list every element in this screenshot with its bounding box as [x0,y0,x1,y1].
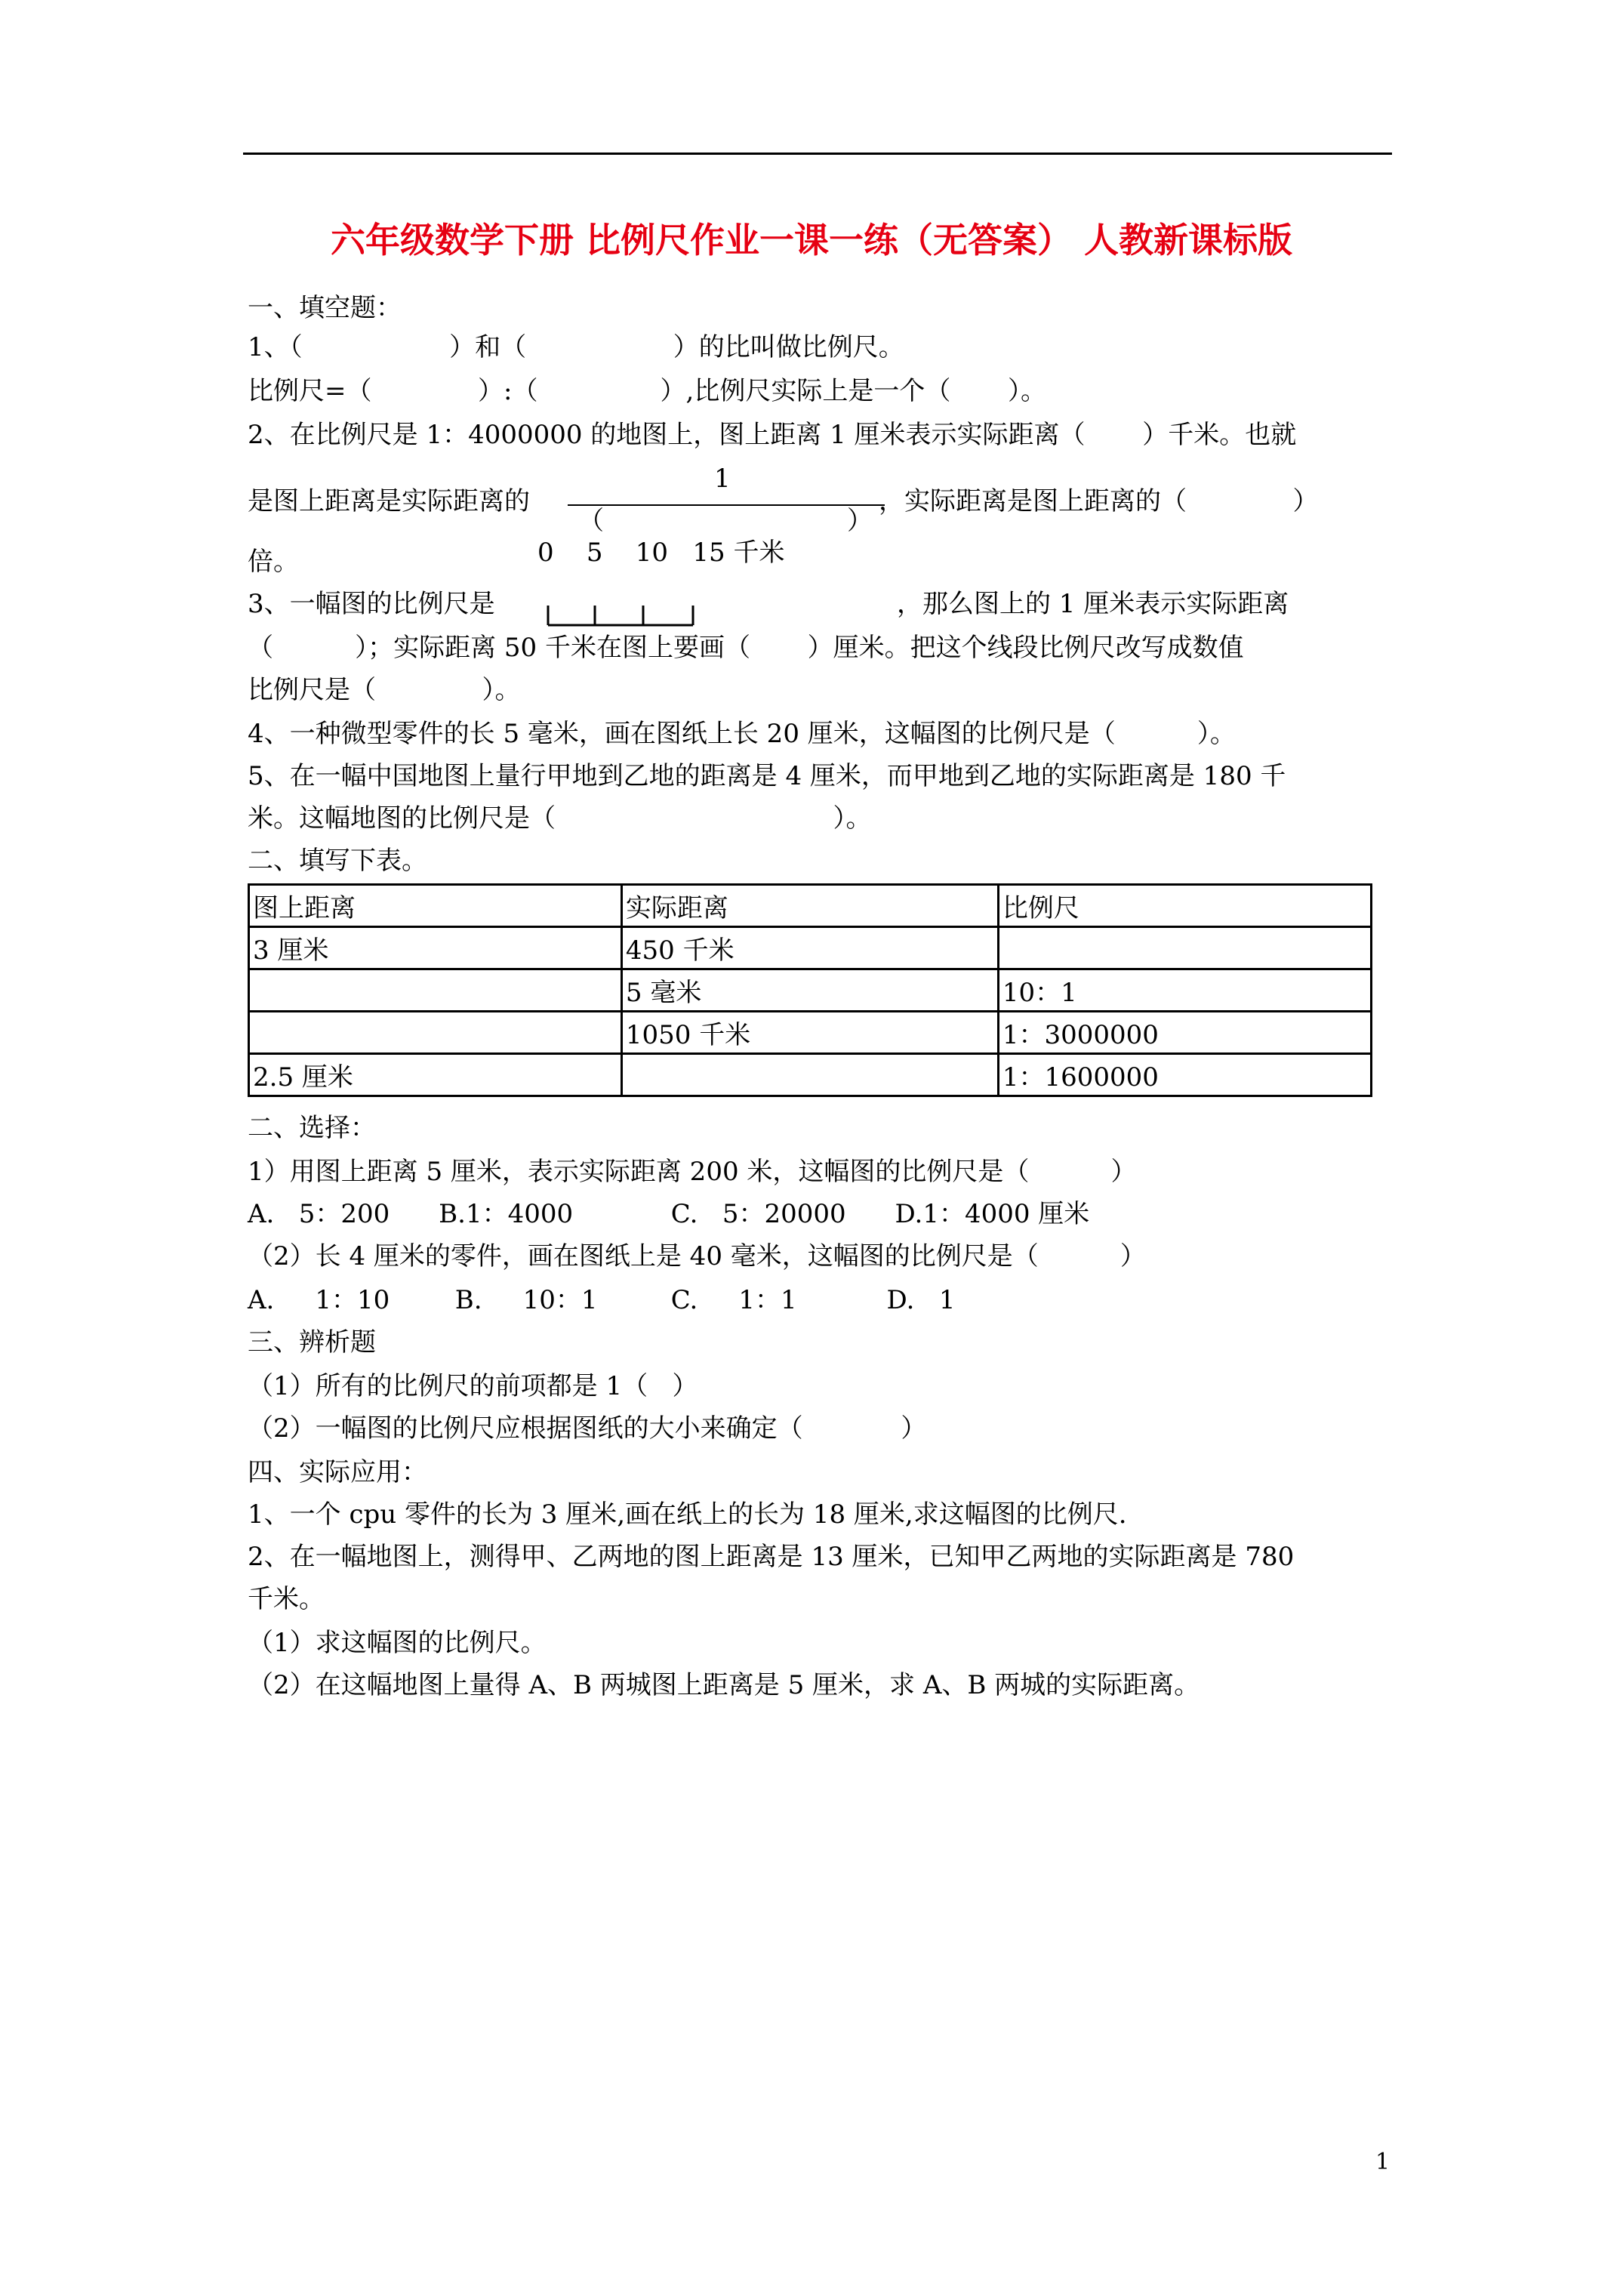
table-row [249,969,1372,1012]
question-2-line-2-right: ，实际距离是图上距离的（ ） [879,486,1319,516]
application-question-2-part-1: （1）求这幅图的比例尺。 [248,1628,547,1658]
table-cell: 5 毫米 [621,969,998,1012]
table-header-cell: 图上距离 [249,885,622,927]
table-cell: 10：1 [998,969,1371,1012]
fraction-denominator-left-paren: （ [578,506,604,536]
table-cell: 1050 千米 [621,1012,998,1054]
choice-question-1-options: A. 5：200 B.1：4000 C. 5：20000 D.1：4000 厘米 [248,1199,1090,1229]
table-header-cell: 实际距离 [621,885,998,927]
section-fill-blank-heading: 一、填空题： [248,293,402,323]
table-header-cell: 比例尺 [998,885,1371,927]
fraction-denominator-right-paren: ） [847,506,873,536]
table-row [249,927,1372,969]
table-cell: 1：3000000 [998,1012,1371,1054]
table-cell [621,1054,998,1096]
scale-bar-labels: 0 5 10 15 千米 [537,538,785,568]
application-question-1: 1、一个 cpu 零件的长为 3 厘米,画在纸上的长为 18 厘米,求这幅图的比例尺. [248,1499,1127,1530]
section-table-heading: 二、填写下表。 [248,846,427,876]
table-cell: 3 厘米 [249,927,622,969]
page-number: 1 [1375,2149,1390,2175]
document-title: 六年级数学下册 比例尺作业一课一练（无答案） 人教新课标版 [330,220,1293,260]
question-2-line-1: 2、在比例尺是 1：4000000 的地图上，图上距离 1 厘米表示实际距离（ ）千米。也就 [248,420,1297,450]
header-rule [243,153,1392,155]
table-cell: 450 千米 [621,927,998,969]
scale-table [248,883,1372,1097]
line-scale-bar-icon [547,604,694,627]
question-3-line-1-left: 3、一幅图的比例尺是 [248,589,495,619]
table-row [249,1054,1372,1096]
table-cell: 1：1600000 [998,1054,1371,1096]
question-2-line-2-left: 是图上距离是实际距离的 [248,486,530,516]
section-judgement-heading: 三、辨析题 [248,1327,376,1358]
table-cell [249,1012,622,1054]
table-cell: 2.5 厘米 [249,1054,622,1096]
question-2-line-3: 倍。 [248,547,299,577]
table-header-row [249,885,1372,927]
choice-question-2-options: A. 1：10 B. 10：1 C. 1：1 D. 1 [248,1285,956,1315]
section-choice-heading: 二、选择： [248,1113,376,1143]
judgement-question-2: （2）一幅图的比例尺应根据图纸的大小来确定（ ） [248,1413,927,1444]
application-question-2-part-2: （2）在这幅地图上量得 A、B 两城图上距离是 5 厘米，求 A、B 两城的实际距离。 [248,1670,1200,1700]
question-4: 4、一种微型零件的长 5 毫米，画在图纸上长 20 厘米，这幅图的比例尺是（ ）。 [248,719,1236,749]
table-cell [998,927,1371,969]
question-5-line-2: 米。这幅地图的比例尺是（ ）。 [248,803,872,834]
choice-question-1: 1）用图上距离 5 厘米，表示实际距离 200 米，这幅图的比例尺是（ ） [248,1157,1137,1187]
table-row [249,1012,1372,1054]
judgement-question-1: （1）所有的比例尺的前项都是 1（ ） [248,1371,698,1401]
fraction-bar [568,504,885,506]
choice-question-2: （2）长 4 厘米的零件，画在图纸上是 40 毫米，这幅图的比例尺是（ ） [248,1241,1146,1271]
application-question-2-line-2: 千米。 [248,1584,325,1614]
question-5-line-1: 5、在一幅中国地图上量行甲地到乙地的距离是 4 厘米，而甲地到乙地的实际距离是 180 千 [248,761,1286,791]
fraction-numerator: 1 [714,464,731,494]
question-3-line-3: 比例尺是（ ）。 [248,675,521,705]
application-question-2-line-1: 2、在一幅地图上，测得甲、乙两地的图上距离是 13 厘米，已知甲乙两地的实际距离是 780 [248,1542,1295,1572]
question-1-line-2: 比例尺=（ ）:（ ）,比例尺实际上是一个（ ）。 [248,376,1047,406]
question-1-line-1: 1、（ ）和（ ）的比叫做比例尺。 [248,332,904,362]
table-cell [249,969,622,1012]
question-3-line-2: （ ）；实际距离 50 千米在图上要画（ ）厘米。把这个线段比例尺改写成数值 [248,633,1244,663]
question-3-line-1-right: ，那么图上的 1 厘米表示实际距离 [897,589,1289,619]
section-application-heading: 四、实际应用： [248,1457,427,1487]
